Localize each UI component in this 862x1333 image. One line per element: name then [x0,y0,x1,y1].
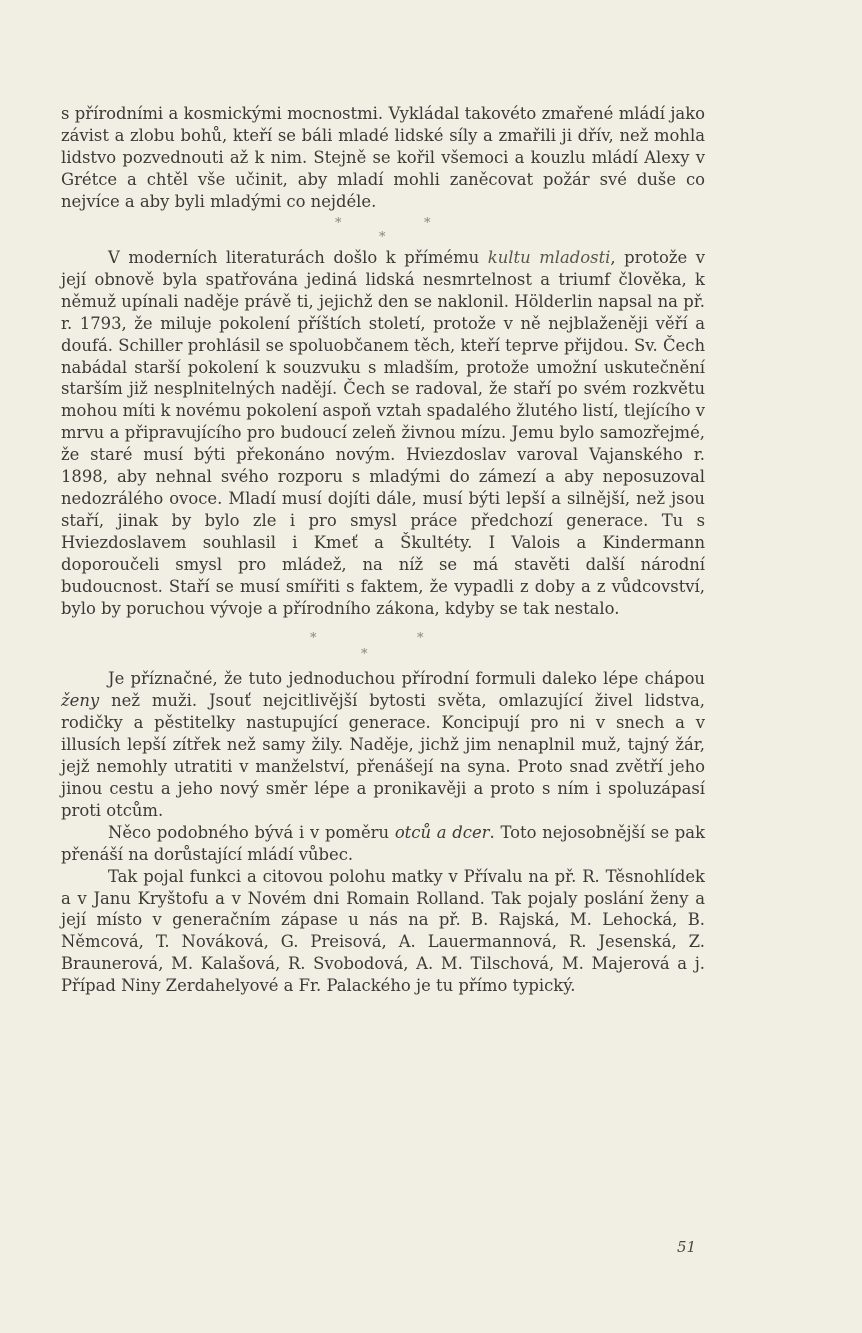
paragraph-2-emphasis: kultu mladosti [487,247,611,267]
separator-asterisk: * [424,215,431,231]
paragraph-2-text-end: , protože v její obnově byla spatřována jediná lidská nesmrtelnost a triumf člověka, k němuž upínali naděje právě ti, jejichž den se naklonil. Hölderlin napsal na př. r. 1793, že miluje pokolení příštích století, protože v ně nejblaženěji věří a doufá. Schiller prohlásil se spoluobčanem těch, kteří teprve přijdou. Sv. Čech nabádal starší pokolení k souzvuku s mladším, protože umožní uskutečnění starším již nesplnitelných nadějí. Čech se radoval, že staří po svém rozkvětu mohou míti k novému pokolení aspoň vztah spadalého žlutého listí, tlejícího v mrvu a připravujícího pro budoucí zeleň živnou mízu. Jemu bylo samozřejmé, že staré musí býti překonáno novým. Hviezdoslav varoval Vajanského r. 1898, aby nehnal svého rozporu s mladými do zámezí a aby neposuzoval nedozrálého ovoce. Mladí musí dojíti dále, musí býti lepší a silnější, než jsou staří, jinak by bylo zle i pro smysl práce předchozí generace. Tu s Hviezdoslavem souhlasil i Kmeť a Škultéty. I Valois a Kindermann doporoučeli smysl pro mládež, na níž se má stavěti další národní budoucnost. Staří se musí smířiti s faktem, že vypadli z doby a z vůdcovství, bylo by poruchou vývoje a přírodního zákona, kdyby se tak nestalo. [61,247,705,619]
paragraph-2-text-start: V moderních literaturách došlo k přímému [108,247,488,267]
paragraph-5: Tak pojal funkci a citovou polohu matky v Přívalu na př. R. Těsnohlídek a v Janu Kryštofu a v Novém dni Romain Rolland. Tak pojaly poslání ženy a její místo v generačním zápase u nás na př. B. Rajská, M. Lehocká, B. Němcová, T. Nováková, G. Preisová, A. Lauermannová, R. Jesenská, Z. Braunerová, M. Kalašová, R. Svobodová, A. M. Tilschová, M. Majerová a j. Případ Niny Zerdahelyové a Fr. Palackého je tu přímo typický. [61,866,705,996]
section-separator-1 [61,213,705,247]
section-separator-2 [61,620,705,668]
paragraph-2 [61,247,705,620]
paragraph-3-emphasis: ženy [61,690,100,710]
separator-asterisk: * [310,630,317,646]
separator-asterisk: * [379,229,386,245]
paragraph-4 [61,822,705,866]
page-number: 51 [677,1238,697,1256]
separator-asterisk: * [335,215,342,231]
separator-asterisk: * [417,630,424,646]
paragraph-1: s přírodními a kosmickými mocnostmi. Vykládal takovéto zmařené mládí jako závist a zlobu bohů, kteří se báli mladé lidské síly a zmařili ji dřív, než mohla lidstvo pozvednouti až k nim. Stejně se kořil všemoci a kouzlu mládí Alexy v Grétce a chtěl vše učinit, aby mladí mohli zaněcovat požár své duše co nejvíce a aby byli mladými co nejdéle. [61,104,705,211]
paragraph-4-emphasis: otců a dcer [394,822,490,842]
paragraph-3-text-end: než muži. Jsouť nejcitlivější bytosti světa, omlazující živel lidstva, rodičky a pěstitelky nastupující generace. Koncipují pro ni v snech a v illusích lepší zítřek než samy žily. Naděje, jichž jim nenaplnil muž, tajný žár, jejž nemohly utratiti v manželství, přenášejí na syna. Proto snad zvětří jeho jinou cestu a jeho nový směr lépe a pronikavěji a proto s ním i spoluzápasí proti otcům. [61,690,705,820]
body-text [61,103,705,997]
paragraph-4-text-start: Něco podobného bývá i v poměru [108,822,395,842]
paragraph-3 [61,668,705,822]
paragraph-4-text-end: . Toto nejosobnější se pak přenáší na dorůstající mládí vůbec. [61,822,705,864]
paragraph-3-text-start: Je příznačné, že tuto jednoduchou přírodní formuli daleko lépe chápou [108,668,705,688]
separator-asterisk: * [361,646,368,662]
